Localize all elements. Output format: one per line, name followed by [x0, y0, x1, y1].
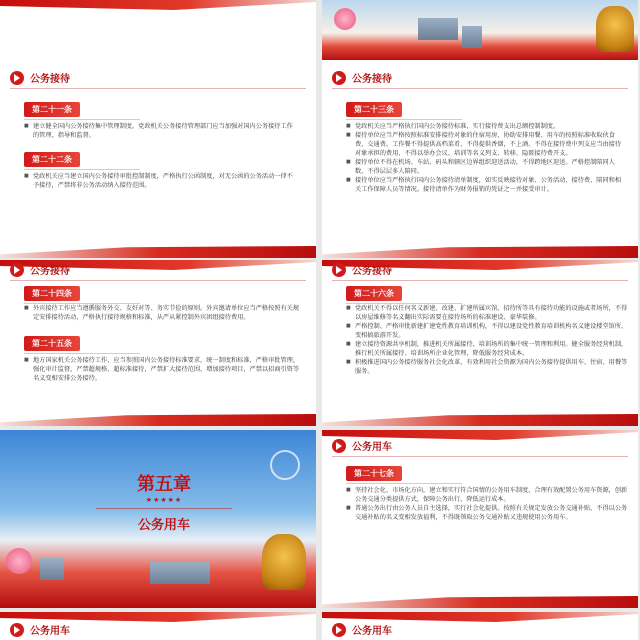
- header-divider: [332, 88, 628, 89]
- list-item: ■ 接待单位不得在机场、车站、码头和辖区边界组织迎送活动，不得跨地区迎送。严格控制陪同人数，不得层层多人陪同。: [346, 158, 626, 176]
- skyline-image: [418, 18, 458, 40]
- chapter-divider: [96, 508, 232, 509]
- lion-statue-icon: [596, 6, 634, 52]
- bottom-wave-decoration: [0, 414, 316, 426]
- slide-car-27[interactable]: [322, 430, 638, 608]
- section-header: [332, 622, 392, 637]
- bottom-wave-decoration: [322, 414, 638, 426]
- play-icon: [10, 623, 24, 637]
- top-wave-decoration: [0, 0, 316, 10]
- play-icon: [332, 623, 346, 637]
- list-item: ■ 建立健全国内公务接待集中管理制度。党政机关公务接待管理部门应当加强对国内公务接待工作的管理、指导和监督。: [24, 122, 296, 140]
- lotus-icon: [334, 8, 356, 30]
- skyline-image: [462, 26, 482, 48]
- emblem-icon: [270, 450, 300, 480]
- section-header: [10, 622, 70, 637]
- top-wave-decoration: [322, 612, 638, 622]
- article-body: [24, 304, 302, 322]
- bottom-wave-decoration: [0, 246, 316, 258]
- lion-statue-icon: [262, 534, 306, 590]
- section-title: 公务用车: [352, 442, 392, 453]
- article-body: [24, 172, 296, 190]
- article-body: [346, 304, 630, 376]
- play-icon: [332, 263, 346, 277]
- chapter-title: 公务用车: [137, 518, 190, 533]
- skyline-image: [150, 562, 210, 584]
- skyline-image: [40, 558, 64, 580]
- list-item: ■ 党政机关应当严格执行国内公务接待标准，实行接待费支出总额控制制度。: [346, 122, 626, 131]
- list-item: ■ 普通公务出行由公务人员自主选择，实行社会化提供。按照有关规定发放公务交通补贴，不得以公务交通补贴的名义变相发放福利，不得既领取公务交通补贴又违规使用公务用车。: [346, 504, 628, 522]
- top-wave-decoration: [0, 612, 316, 622]
- section-title: 公务用车: [30, 626, 70, 637]
- article-label: 第二十一条: [24, 102, 80, 117]
- slide-reception-24-25[interactable]: [0, 260, 316, 426]
- slide-chapter-five[interactable]: [0, 430, 316, 608]
- article-body: [346, 122, 626, 194]
- header-divider: [332, 456, 628, 457]
- article-body: [346, 486, 628, 522]
- play-icon: [332, 439, 346, 453]
- article-label: 第二十四条: [24, 286, 80, 301]
- play-icon: [332, 71, 346, 85]
- section-title: 公务接待: [352, 266, 392, 277]
- list-item: ■ 接待单位应当严格执行国内公务接待清单制度，如实反映接待对象、公务活动、接待费、陪同和相关工作保障人员等情况。接待清单作为财务报销的凭证之一并接受审计。: [346, 176, 626, 194]
- section-title: 公务接待: [30, 266, 70, 277]
- section-header: [332, 70, 392, 85]
- article-body: [24, 356, 302, 383]
- article-label: 第二十七条: [346, 466, 402, 481]
- slide-car-partial-right[interactable]: [322, 612, 638, 640]
- article-label: 第二十三条: [346, 102, 402, 117]
- section-header: [10, 70, 70, 85]
- list-item: ■ 外宾接待工作应当遵循服务外交、友好对等、务实节俭的原则。外宾邀请单位应当严格按照有关规定安排接待活动，严格执行接待规格和标准，从严从紧控制外宾团组接待费用。: [24, 304, 302, 322]
- list-item: ■ 接待单位应当严格按照标准安排接待对象的住宿用房，协助安排用餐、用车的按照标准收取伙食费、交通费。工作餐不得提供高档菜肴，不得提供香烟，不上酒。不得在接待费中列支应当由接待对象承担的费用，不得以举办会议、培训等名义列支、转移、隐匿接待费开支。: [346, 131, 626, 158]
- slide-reception-26[interactable]: [322, 260, 638, 426]
- bottom-wave-decoration: [322, 246, 638, 258]
- list-item: ■ 党政机关不得以任何名义新建、改建、扩建所属宾馆、招待所等具有接待功能的设施或者场所，不得以房屋维修等名义翻出实际需要在接待场所的标准建设、豪华装修。: [346, 304, 630, 322]
- list-item: ■ 党政机关应当建立国内公务接待审批控制制度，严格执行公函制度，对无公函的公务活动一律不予接待，严禁将非公务活动纳入接待范围。: [24, 172, 296, 190]
- chapter-number: 第五章: [137, 474, 191, 495]
- stars-decoration: ★★★★★: [145, 496, 183, 504]
- list-item: ■ 建立接待资源共享机制，推进机关所属接待、培训场所的集中统一管理和利用。健全服务经营机制，推行机关所属接待、培训场所企业化管理，降低服务经营成本。: [346, 340, 630, 358]
- article-label: 第二十五条: [24, 336, 80, 351]
- section-header: [332, 438, 392, 453]
- list-item: ■ 地方国家机关公务接待工作，应当参照国内公务接待标准要求，统一制度和标准，严格审批管理，强化审计监督，严禁超规格、超标准接待，严禁扩大接待范围、增加接待项目，严禁以招商引资等名义变相安排公务接待。: [24, 356, 302, 383]
- slide-car-partial-left[interactable]: [0, 612, 316, 640]
- article-body: [24, 122, 296, 140]
- article-label: 第二十二条: [24, 152, 80, 167]
- play-icon: [10, 263, 24, 277]
- list-item: ■ 坚持社会化、市场化方向，建立和实行符合国情的公务用车制度，合理有效配置公务用车资源，创新公务交通分类提供方式，保障公务出行，降低运行成本。: [346, 486, 628, 504]
- play-icon: [10, 71, 24, 85]
- header-divider: [10, 88, 306, 89]
- bottom-wave-decoration: [322, 596, 638, 608]
- header-divider: [332, 280, 628, 281]
- section-title: 公务用车: [352, 626, 392, 637]
- header-divider: [10, 280, 306, 281]
- section-header: [332, 262, 392, 277]
- list-item: ■ 积极推进国内公务接待服务社会化改革，有效利用社会资源为国内公务接待提供用车、住宿、用餐等服务。: [346, 358, 630, 376]
- list-item: ■ 严格控制、严格审批新建扩建党性教育培训机构，不得以建设党性教育培训机构名义建设楼堂馆所、变相搞旅游开发。: [346, 322, 630, 340]
- slide-reception-21-22[interactable]: [0, 0, 316, 258]
- article-label: 第二十六条: [346, 286, 402, 301]
- lotus-icon: [6, 548, 32, 574]
- slide-reception-23[interactable]: [322, 0, 638, 258]
- section-header: [10, 262, 70, 277]
- section-title: 公务接待: [352, 74, 392, 85]
- section-title: 公务接待: [30, 74, 70, 85]
